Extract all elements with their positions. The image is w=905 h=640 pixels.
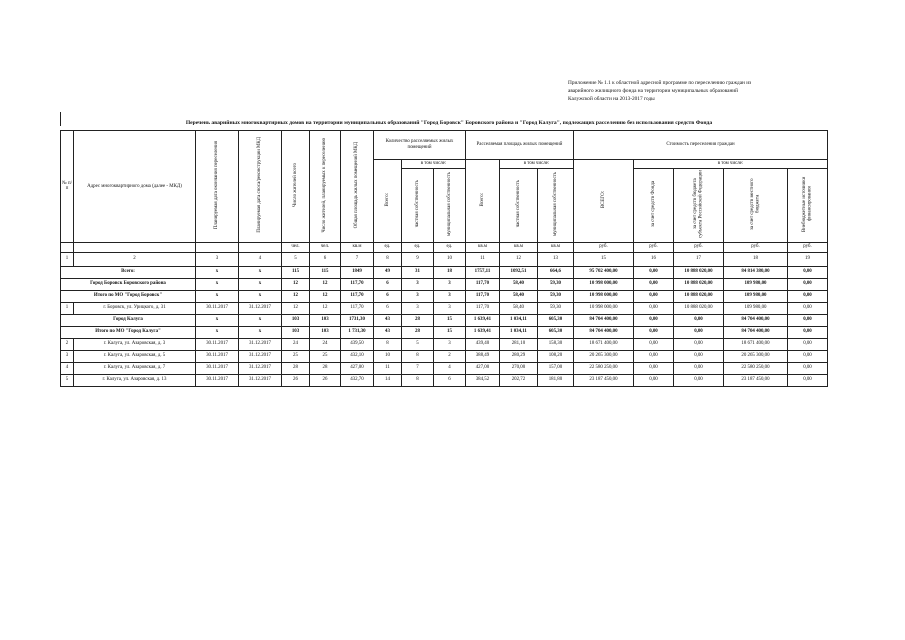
table-cell: 0,00 — [787, 326, 827, 338]
unit-cell: чел. — [282, 242, 310, 252]
header-total-area — [340, 131, 373, 243]
header-rooms-group: Количество расселяемых жилых помещений — [373, 131, 465, 160]
header-residents-total — [282, 131, 310, 243]
table-cell: x — [239, 326, 282, 338]
header-rooms-total — [373, 160, 401, 243]
table-cell: 23 187 450,00 — [573, 374, 633, 386]
summary-label: Итого по МО "Город Боровск" — [61, 290, 196, 302]
table-cell: 117,70 — [465, 302, 499, 314]
table-cell: 439,40 — [465, 338, 499, 350]
table-cell: 84 704 400,00 — [573, 326, 633, 338]
table-cell: 158,30 — [537, 338, 573, 350]
row-number: 2 — [61, 338, 74, 350]
table-cell: 43 — [373, 314, 401, 326]
row-address: г. Калуга, ул. Азаровская, д. 3 — [74, 338, 196, 350]
table-cell: 1 034,11 — [499, 326, 537, 338]
table-cell: 0,00 — [633, 362, 673, 374]
column-number-row — [61, 252, 828, 266]
table-cell: 28 — [282, 362, 310, 374]
table-cell: 270,00 — [499, 362, 537, 374]
table-cell: 23 187 450,00 — [723, 374, 787, 386]
table-cell: 202,72 — [499, 374, 537, 386]
unit-cell: кв.м — [499, 242, 537, 252]
table-cell: 10 998 000,00 — [573, 302, 633, 314]
table-cell: 117,70 — [340, 290, 373, 302]
header-planned-end-text: Планируемая дата окончания переселения — [214, 140, 220, 230]
table-cell: 10 888 020,00 — [673, 290, 723, 302]
table-cell: 427,00 — [465, 362, 499, 374]
table-row — [61, 302, 828, 314]
table-cell: 8 — [401, 374, 433, 386]
table-cell: 0,00 — [787, 374, 827, 386]
caption-line: Калужской области на 2013-2017 годы — [568, 96, 655, 103]
table-cell: x — [239, 314, 282, 326]
table-cell: 1 034,11 — [499, 314, 537, 326]
header-area-private-text: частная собственность — [515, 180, 521, 228]
header-cost-subject — [673, 169, 723, 243]
unit-cell: руб. — [573, 242, 633, 252]
table-cell: 1731,30 — [340, 314, 373, 326]
table-cell: 439,50 — [340, 338, 373, 350]
header-cost-local — [723, 169, 787, 243]
table-cell: x — [239, 266, 282, 278]
table-cell: 0,00 — [633, 278, 673, 290]
table-cell: 0,00 — [633, 374, 673, 386]
table-cell: 10 998 000,00 — [573, 290, 633, 302]
header-cost-fund-text: за счет средств Фонда — [650, 180, 656, 228]
header-planned-demolition — [239, 131, 282, 243]
unit-cell: руб. — [723, 242, 787, 252]
summary-label: Город Калуга — [61, 314, 196, 326]
table-cell: 0,00 — [787, 302, 827, 314]
table-cell: 384,52 — [465, 374, 499, 386]
unit-cell — [196, 242, 239, 252]
column-number: 12 — [499, 252, 537, 266]
table-left-rule — [60, 112, 61, 126]
table-cell: 0,00 — [673, 362, 723, 374]
header-area-incl: в том числе: — [499, 160, 573, 169]
header-rooms-municipal-text: муниципальная собственность — [446, 172, 452, 236]
unit-cell: руб. — [787, 242, 827, 252]
column-number: 17 — [673, 252, 723, 266]
column-number: 9 — [401, 252, 433, 266]
table-cell: 3 — [401, 290, 433, 302]
header-address: Адрес многоквартирного дома (далее - МКД) — [74, 131, 196, 243]
caption-line: аварийного жилищного фонда на территории муниципальных образований — [568, 88, 738, 95]
header-rooms-total-text: Всего: — [384, 192, 390, 207]
table-row — [61, 350, 828, 362]
table-cell: 30.11.2017 — [196, 302, 239, 314]
row-address: г. Калуга, ул. Азаровская, д. 13 — [74, 374, 196, 386]
summary-label: Итого по МО "Город Калуга" — [61, 326, 196, 338]
table-cell: 109 980,00 — [723, 302, 787, 314]
table-cell: 43 — [373, 326, 401, 338]
table-cell: 58,40 — [499, 290, 537, 302]
header-cost-total — [573, 160, 633, 243]
table-cell: 59,30 — [537, 302, 573, 314]
header-total-area-text: Общая площадь жилых помещений МКД — [354, 141, 360, 229]
table-cell: 0,00 — [673, 338, 723, 350]
table-cell: 31.12.2017 — [239, 302, 282, 314]
table-cell: 12 — [310, 302, 341, 314]
table-cell: 664,6 — [537, 266, 573, 278]
table-cell: 6 — [373, 278, 401, 290]
column-number: 6 — [310, 252, 341, 266]
column-number: 18 — [723, 252, 787, 266]
table-cell: 28 — [310, 362, 341, 374]
header-rooms-private — [401, 169, 433, 243]
header-cost-incl: в том числе: — [633, 160, 827, 169]
table-cell: 28 — [401, 314, 433, 326]
table-cell: 31.12.2017 — [239, 338, 282, 350]
table-cell: 3 — [433, 278, 465, 290]
table-cell: 0,00 — [673, 350, 723, 362]
table-cell: 432,10 — [340, 350, 373, 362]
table-cell: 18 — [433, 266, 465, 278]
column-number: 5 — [282, 252, 310, 266]
table-cell: 605,30 — [537, 314, 573, 326]
summary-row — [61, 314, 828, 326]
table-cell: 432,70 — [340, 374, 373, 386]
header-area-total-text: Всего: — [479, 192, 485, 207]
table-cell: 3 — [433, 290, 465, 302]
summary-label: Всего: — [61, 266, 196, 278]
table-cell: 117,70 — [340, 278, 373, 290]
header-residents-planned-text: Число жителей, планируемых к переселению — [322, 137, 328, 233]
table-cell: 30.11.2017 — [196, 374, 239, 386]
row-address: г. Калуга, ул. Азаровская, д. 7 — [74, 362, 196, 374]
table-cell: 0,00 — [787, 338, 827, 350]
summary-row — [61, 326, 828, 338]
table-cell: 12 — [282, 290, 310, 302]
table-cell: x — [196, 266, 239, 278]
table-cell: 5 — [401, 338, 433, 350]
table-cell: 22 580 250,00 — [573, 362, 633, 374]
table-cell: 1849 — [340, 266, 373, 278]
table-cell: 1757,11 — [465, 266, 499, 278]
column-number: 11 — [465, 252, 499, 266]
table-cell: 10 888 020,00 — [673, 266, 723, 278]
table-cell: 1092,51 — [499, 266, 537, 278]
table-cell: 1 731,30 — [340, 326, 373, 338]
table-cell: 8 — [373, 338, 401, 350]
unit-cell: кв.м — [465, 242, 499, 252]
table-cell: 117,70 — [465, 278, 499, 290]
column-number: 13 — [537, 252, 573, 266]
table-cell: 0,00 — [633, 338, 673, 350]
column-number: 10 — [433, 252, 465, 266]
table-cell: 109 980,00 — [723, 290, 787, 302]
header-area-private — [499, 169, 537, 243]
header-cost-extra-text: Внебюджетные источники финансирования — [801, 176, 813, 232]
summary-row — [61, 266, 828, 278]
header-cost-extra — [787, 169, 827, 243]
table-cell: x — [239, 278, 282, 290]
table-cell: 6 — [433, 374, 465, 386]
header-planned-end — [196, 131, 239, 243]
header-area-group: Расселяемая площадь жилых помещений — [465, 131, 573, 160]
unit-cell — [239, 242, 282, 252]
table-cell: 31.12.2017 — [239, 374, 282, 386]
table-cell: 0,00 — [673, 314, 723, 326]
caption-line: Приложение № 1.1 к областной адресной программе по переселению граждан из — [568, 80, 752, 86]
row-number: 1 — [61, 302, 74, 314]
unit-cell — [61, 242, 74, 252]
table-cell: x — [196, 314, 239, 326]
table-cell: 26 — [310, 374, 341, 386]
header-cost-local-text: за счет средств местного бюджета — [749, 178, 761, 230]
table-cell: 109 980,00 — [723, 278, 787, 290]
table-cell: 4 — [433, 362, 465, 374]
row-address: г. Боровск, ул. Урицкого, д. 31 — [74, 302, 196, 314]
header-residents-planned — [310, 131, 341, 243]
table-cell: 10 888 020,00 — [673, 278, 723, 290]
table-cell: 0,00 — [633, 302, 673, 314]
table-cell: 117,70 — [465, 290, 499, 302]
table-cell: 12 — [310, 278, 341, 290]
table-cell: 0,00 — [673, 326, 723, 338]
table-cell: 0,00 — [787, 266, 827, 278]
header-residents-total-text: Число жителей всего — [292, 163, 298, 207]
table-cell: x — [196, 278, 239, 290]
unit-cell: кв.м — [340, 242, 373, 252]
table-cell: 1 639,41 — [465, 314, 499, 326]
table-cell: 49 — [373, 266, 401, 278]
row-number: 4 — [61, 362, 74, 374]
unit-cell: руб. — [633, 242, 673, 252]
table-cell: 20 265 300,00 — [573, 350, 633, 362]
table-cell: 0,00 — [787, 314, 827, 326]
unit-cell: руб. — [673, 242, 723, 252]
table-cell: 18 671 400,00 — [723, 338, 787, 350]
data-rows — [61, 266, 828, 386]
table-cell: 84 704 400,00 — [723, 314, 787, 326]
header-rooms-private-text: частная собственность — [414, 180, 420, 228]
unit-cell — [74, 242, 196, 252]
unit-cell: ед. — [401, 242, 433, 252]
table-cell: 10 888 020,00 — [673, 302, 723, 314]
unit-cell: ед. — [373, 242, 401, 252]
table-cell: 10 — [373, 350, 401, 362]
table-cell: 3 — [433, 338, 465, 350]
table-cell: 103 — [310, 314, 341, 326]
table-cell: 181,80 — [537, 374, 573, 386]
table-cell: 15 — [433, 326, 465, 338]
table-cell: x — [239, 290, 282, 302]
table-cell: 30.11.2017 — [196, 350, 239, 362]
column-number: 8 — [373, 252, 401, 266]
table-cell: 10 998 000,00 — [573, 278, 633, 290]
column-number: 1 — [61, 252, 74, 266]
table-cell: 103 — [282, 314, 310, 326]
table-cell: 3 — [401, 278, 433, 290]
table-cell: 12 — [282, 302, 310, 314]
table-cell: 59,30 — [537, 278, 573, 290]
table-cell: 3 — [433, 302, 465, 314]
table-cell: 8 — [401, 350, 433, 362]
header-num: № п/п — [61, 131, 74, 243]
column-number: 16 — [633, 252, 673, 266]
table-cell: 24 — [282, 338, 310, 350]
header-cost-total-text: ВСЕГО: — [600, 190, 606, 209]
table-cell: 18 671 400,00 — [573, 338, 633, 350]
summary-row — [61, 278, 828, 290]
table-cell: x — [196, 326, 239, 338]
table-cell: 3 — [401, 302, 433, 314]
units-row — [61, 242, 828, 252]
header-area-total — [465, 160, 499, 243]
table-cell: 0,00 — [633, 290, 673, 302]
table-cell: 0,00 — [787, 290, 827, 302]
column-number: 7 — [340, 252, 373, 266]
table-row — [61, 374, 828, 386]
housing-register-table — [60, 130, 828, 387]
summary-label: Город Боровск Боровского района — [61, 278, 196, 290]
table-cell: 28 — [401, 326, 433, 338]
header-cost-fund — [633, 169, 673, 243]
table-cell: 30.11.2017 — [196, 362, 239, 374]
header-planned-demolition-text: Планируемая дата сноса/реконструкции МКД — [257, 137, 263, 233]
table-cell: 0,00 — [787, 362, 827, 374]
table-cell: 6 — [373, 290, 401, 302]
table-cell: 59,30 — [537, 290, 573, 302]
table-cell: 0,00 — [633, 314, 673, 326]
table-cell: 115 — [310, 266, 341, 278]
table-cell: 281,10 — [499, 338, 537, 350]
table-cell: 84 704 400,00 — [723, 326, 787, 338]
header-area-municipal-text: муниципальная собственность — [552, 172, 558, 236]
table-cell: 108,20 — [537, 350, 573, 362]
column-number: 19 — [787, 252, 827, 266]
table-cell: 24 — [310, 338, 341, 350]
table-cell: 1 639,41 — [465, 326, 499, 338]
unit-cell: ед. — [433, 242, 465, 252]
table-cell: 31.12.2017 — [239, 362, 282, 374]
table-row — [61, 362, 828, 374]
unit-cell: чел. — [310, 242, 341, 252]
table-cell: 26 — [282, 374, 310, 386]
table-cell: 7 — [401, 362, 433, 374]
row-address: г. Калуга, ул. Азаровская, д. 5 — [74, 350, 196, 362]
table-cell: 103 — [310, 326, 341, 338]
table-row — [61, 338, 828, 350]
header-cost-subject-text: за счет средств бюджета субъекта Российской Федерации — [692, 170, 704, 238]
table-cell: 0,00 — [633, 326, 673, 338]
column-number: 3 — [196, 252, 239, 266]
appendix-caption — [568, 79, 868, 104]
table-cell: 2 — [433, 350, 465, 362]
header-area-municipal — [537, 169, 573, 243]
table-cell: 30.11.2017 — [196, 338, 239, 350]
table-cell: 20 265 300,00 — [723, 350, 787, 362]
table-cell: 0,00 — [633, 266, 673, 278]
table-cell: 0,00 — [787, 278, 827, 290]
summary-row — [61, 290, 828, 302]
table-cell: 103 — [282, 326, 310, 338]
row-number: 5 — [61, 374, 74, 386]
header-cost-group: Стоимость переселения граждан — [573, 131, 827, 160]
table-cell: 84 814 380,00 — [723, 266, 787, 278]
table-cell: 6 — [373, 302, 401, 314]
table-cell: 25 — [310, 350, 341, 362]
table-cell: 58,40 — [499, 302, 537, 314]
table-cell: 14 — [373, 374, 401, 386]
table-cell: 31 — [401, 266, 433, 278]
table-cell: 22 580 250,00 — [723, 362, 787, 374]
table-cell: 115 — [282, 266, 310, 278]
column-number: 15 — [573, 252, 633, 266]
unit-cell: кв.м — [537, 242, 573, 252]
table-cell: 0,00 — [673, 374, 723, 386]
table-cell: 427,00 — [340, 362, 373, 374]
table-cell: 84 704 400,00 — [573, 314, 633, 326]
column-number: 4 — [239, 252, 282, 266]
table-cell: 117,70 — [340, 302, 373, 314]
table-cell: 15 — [433, 314, 465, 326]
table-cell: 280,29 — [499, 350, 537, 362]
table-cell: 157,00 — [537, 362, 573, 374]
table-cell: 31.12.2017 — [239, 350, 282, 362]
table-cell: 95 702 400,00 — [573, 266, 633, 278]
table-cell: 12 — [282, 278, 310, 290]
table-cell: x — [196, 290, 239, 302]
column-number: 2 — [74, 252, 196, 266]
table-cell: 25 — [282, 350, 310, 362]
table-cell: 605,30 — [537, 326, 573, 338]
header-row-groups — [61, 131, 828, 160]
table-cell: 58,40 — [499, 278, 537, 290]
row-number: 3 — [61, 350, 74, 362]
table-cell: 12 — [310, 290, 341, 302]
header-rooms-incl: в том числе: — [401, 160, 465, 169]
table-cell: 0,00 — [787, 350, 827, 362]
header-rooms-municipal — [433, 169, 465, 243]
table-cell: 388,49 — [465, 350, 499, 362]
table-cell: 0,00 — [633, 350, 673, 362]
table-cell: 11 — [373, 362, 401, 374]
document-title: Перечень аварийных многоквартирных домов на территории муниципальных образований "Город Боровск" Боровского района и "Город Калуга", подлежащих расселению без использования средств Фонда — [185, 120, 713, 126]
